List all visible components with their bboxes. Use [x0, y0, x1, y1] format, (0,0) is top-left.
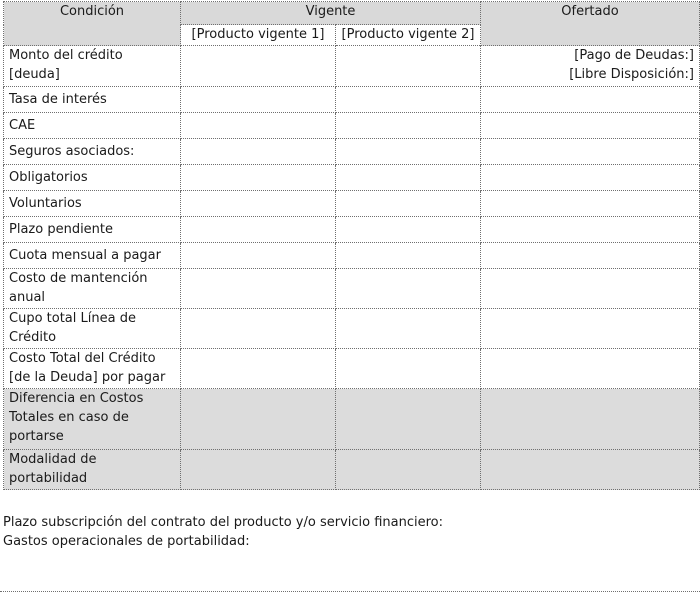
cell-vigente-2[interactable]: [336, 450, 481, 490]
cell-vigente-1[interactable]: [181, 191, 336, 217]
cell-vigente-2[interactable]: [336, 165, 481, 191]
cell-vigente-2[interactable]: [336, 217, 481, 243]
cell-ofertado-monto[interactable]: [481, 46, 700, 87]
label-costo-total: [4, 349, 181, 389]
row-obligatorios: [4, 165, 700, 191]
cell-vigente-1[interactable]: [181, 349, 336, 389]
cell-vigente-1[interactable]: [181, 450, 336, 490]
cell-ofertado[interactable]: [481, 389, 700, 450]
label-voluntarios: Voluntarios: [4, 191, 181, 217]
label-cuota: Cuota mensual a pagar: [4, 243, 181, 269]
cell-vigente-2[interactable]: [336, 309, 481, 349]
label-line: anual: [9, 290, 46, 305]
label-line: Modalidad de: [9, 452, 97, 467]
label-line: Crédito: [9, 330, 57, 345]
cell-vigente-1[interactable]: [181, 113, 336, 139]
row-cuota: [4, 243, 700, 269]
row-cupo: [4, 309, 700, 349]
cell-vigente-2[interactable]: [336, 243, 481, 269]
label-line: Cupo total Línea de: [9, 311, 136, 326]
offer-pago-deudas: [Pago de Deudas:]: [574, 48, 694, 63]
row-cae: [4, 113, 700, 139]
label-diferencia: [4, 389, 181, 450]
row-voluntarios: [4, 191, 700, 217]
label-cae: CAE: [4, 113, 181, 139]
cell-vigente-1[interactable]: [181, 165, 336, 191]
cell-vigente-2[interactable]: [336, 139, 481, 165]
bottom-separator: [0, 591, 700, 592]
header-producto-vigente-1: [Producto vigente 1]: [181, 25, 336, 46]
label-line: Costo Total del Crédito: [9, 351, 156, 366]
cell-ofertado[interactable]: [481, 309, 700, 349]
cell-ofertado[interactable]: [481, 450, 700, 490]
cell-vigente-2[interactable]: [336, 269, 481, 309]
row-tasa: [4, 87, 700, 113]
label-monto-credito: [4, 46, 181, 87]
cell-vigente-1[interactable]: [181, 46, 336, 87]
label-line: Monto del crédito: [9, 48, 123, 63]
label-line: portarse: [9, 429, 64, 444]
label-plazo: Plazo pendiente: [4, 217, 181, 243]
cell-ofertado[interactable]: [481, 191, 700, 217]
row-costo-total: [4, 349, 700, 389]
cell-ofertado[interactable]: [481, 243, 700, 269]
row-seguros: [4, 139, 700, 165]
cell-vigente-1[interactable]: [181, 139, 336, 165]
label-seguros: Seguros asociados:: [4, 139, 181, 165]
cell-ofertado[interactable]: [481, 139, 700, 165]
row-costo-mantencion: [4, 269, 700, 309]
label-obligatorios: Obligatorios: [4, 165, 181, 191]
label-line: [deuda]: [9, 67, 60, 82]
cell-ofertado[interactable]: [481, 165, 700, 191]
header-ofertado: Ofertado: [481, 2, 700, 46]
row-diferencia: [4, 389, 700, 450]
cell-vigente-2[interactable]: [336, 191, 481, 217]
cell-ofertado[interactable]: [481, 87, 700, 113]
row-monto-credito: [4, 46, 700, 87]
label-tasa: Tasa de interés: [4, 87, 181, 113]
comparison-table: [3, 1, 700, 490]
cell-ofertado[interactable]: [481, 113, 700, 139]
cell-ofertado[interactable]: [481, 217, 700, 243]
header-producto-vigente-2: [Producto vigente 2]: [336, 25, 481, 46]
label-modalidad: [4, 450, 181, 490]
cell-vigente-1[interactable]: [181, 217, 336, 243]
cell-ofertado[interactable]: [481, 349, 700, 389]
label-cupo: [4, 309, 181, 349]
label-line: Diferencia en Costos: [9, 391, 144, 406]
cell-vigente-1[interactable]: [181, 309, 336, 349]
cell-vigente-1[interactable]: [181, 243, 336, 269]
header-condicion: Condición: [4, 2, 181, 46]
cell-vigente-2[interactable]: [336, 113, 481, 139]
label-costo-mantencion: [4, 269, 181, 309]
label-line: Totales en caso de: [9, 410, 129, 425]
label-line: [de la Deuda] por pagar: [9, 370, 166, 385]
cell-vigente-2[interactable]: [336, 87, 481, 113]
row-plazo: [4, 217, 700, 243]
cell-vigente-1[interactable]: [181, 389, 336, 450]
cell-vigente-2[interactable]: [336, 349, 481, 389]
cell-vigente-2[interactable]: [336, 389, 481, 450]
label-line: Costo de mantención: [9, 271, 148, 286]
cell-vigente-1[interactable]: [181, 87, 336, 113]
note-plazo-subscripcion: Plazo subscripción del contrato del producto y/o servicio financiero:: [3, 515, 444, 530]
cell-vigente-1[interactable]: [181, 269, 336, 309]
offer-libre-disposicion: [Libre Disposición:]: [569, 67, 694, 82]
label-line: portabilidad: [9, 471, 88, 486]
cell-ofertado[interactable]: [481, 269, 700, 309]
cell-vigente-2[interactable]: [336, 46, 481, 87]
row-modalidad: [4, 450, 700, 490]
note-gastos-operacionales: Gastos operacionales de portabilidad:: [3, 534, 250, 549]
header-vigente: Vigente: [181, 2, 481, 25]
